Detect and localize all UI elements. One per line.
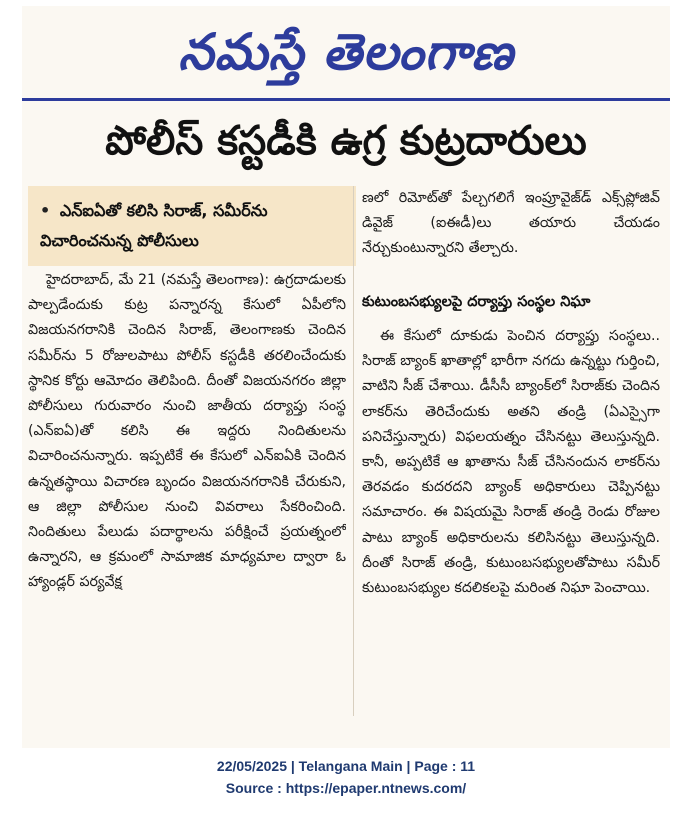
- right-continuation-text: ణలో రిమోట్‌తో పేల్చగలిగే ఇంప్రూవైజ్‌డ్ ఎక్స్‌ప్లోజివ్ డివైజ్ (ఐఈడీ)లు తయారు చేయడం నేర్చుకుంటున్నారని తేల్చారు.: [362, 190, 660, 257]
- footer-edition-info: 22/05/2025 | Telangana Main | Page : 11: [216, 758, 476, 774]
- article-subheading: కుటుంబసభ్యులపై దర్యాప్తు సంస్థల నిఘా: [362, 294, 591, 310]
- article-deck: [28, 186, 356, 266]
- masthead-rule: [22, 98, 670, 101]
- article-column-left: [28, 268, 346, 716]
- left-paragraph: హైదరాబాద్, మే 21 (నమస్తే తెలంగాణ): ఉగ్రదాడులకు పాల్పడేందుకు కుట్ర పన్నారన్న కేసులో ఏపీలోని విజయనగరానికి చెందిన సిరాజ్, తెలంగాణకు చెందిన సమీర్‌ను 5 రోజులపాటు పోలీస్ కస్టడీకి తరలించేందుకు స్థానిక కోర్టు ఆమోదం తెలిపింది. దీంతో విజయనగరం జిల్లా పోలీసులు గురువారం నుంచి జాతీయ దర్యాప్తు సంస్థ (ఎన్ఐఏ)తో కలిసి ఈ ఇద్దరు నిందితులను విచారించనున్నారు. ఇప్పటికే ఈ కేసులో ఎన్ఐఏకి చెందిన ఉన్నతస్థాయి విచారణ బృందం విజయనగరానికి చేరుకుని, ఆ జిల్లా పోలీసుల నుంచి వివరాలు సేకరించింది. నిందితులు పేలుడు పదార్థాలను పరీక్షించే ప్రయత్నంలో ఉన్నారని, ఆ క్రమంలో సామాజిక మాధ్యమాల ద్వారా ఓ హ్యాండ్లర్ పర్యవేక్ష: [28, 272, 346, 591]
- column-divider: [353, 186, 354, 716]
- deck-text: ఎన్ఐఏతో కలిసి సిరాజ్, సమీర్‌ను విచారించనున్న పోలీసులు: [40, 201, 268, 250]
- footer-source: Source : https://epaper.ntnews.com/: [225, 780, 467, 796]
- article-headline: పోలీస్ కస్టడీకి ఉగ్ర కుట్రదారులు: [105, 118, 587, 164]
- article-column-right-continuation: [362, 186, 660, 268]
- article-column-right: [362, 324, 660, 724]
- newspaper-clipping: [22, 6, 670, 748]
- masthead-logo: నమస్తే తెలంగాణ: [22, 6, 670, 98]
- right-paragraph: ఈ కేసులో దూకుడు పెంచిన దర్యాప్తు సంస్థలు.. సిరాజ్ బ్యాంక్ ఖాతాల్లో భారీగా నగదు ఉన్నట్టు గుర్తించి, వాటిని సీజ్ చేశాయి. డీసీసీ బ్యాంక్‌లో సిరాజ్‌కు చెందిన లాకర్‌ను తెరిచేందుకు అతని తండ్రి (ఏఎస్సైగా పనిచేస్తున్నారు) విఫలయత్నం చేసినట్టు తెలుస్తున్నది. కానీ, అప్పటికే ఆ ఖాతాను సీజ్ చేసినందున లాకర్‌ను తెరవడం కుదరదని బ్యాంక్ అధికారులు చెప్పినట్టు సమాచారం. ఈ విషయమై సిరాజ్ తండ్రి రెండు రోజుల పాటు బ్యాంక్ అధికారులను కలిసినట్టు తెలుస్తున్నది. దీంతో సిరాజ్ తండ్రి, కుటుంబసభ్యులతోపాటు సమీర్ కుటుంబసభ్యుల కదలికలపై మరింత నిఘా పెంచాయి.: [362, 328, 660, 597]
- deck-bullet: •: [40, 201, 51, 220]
